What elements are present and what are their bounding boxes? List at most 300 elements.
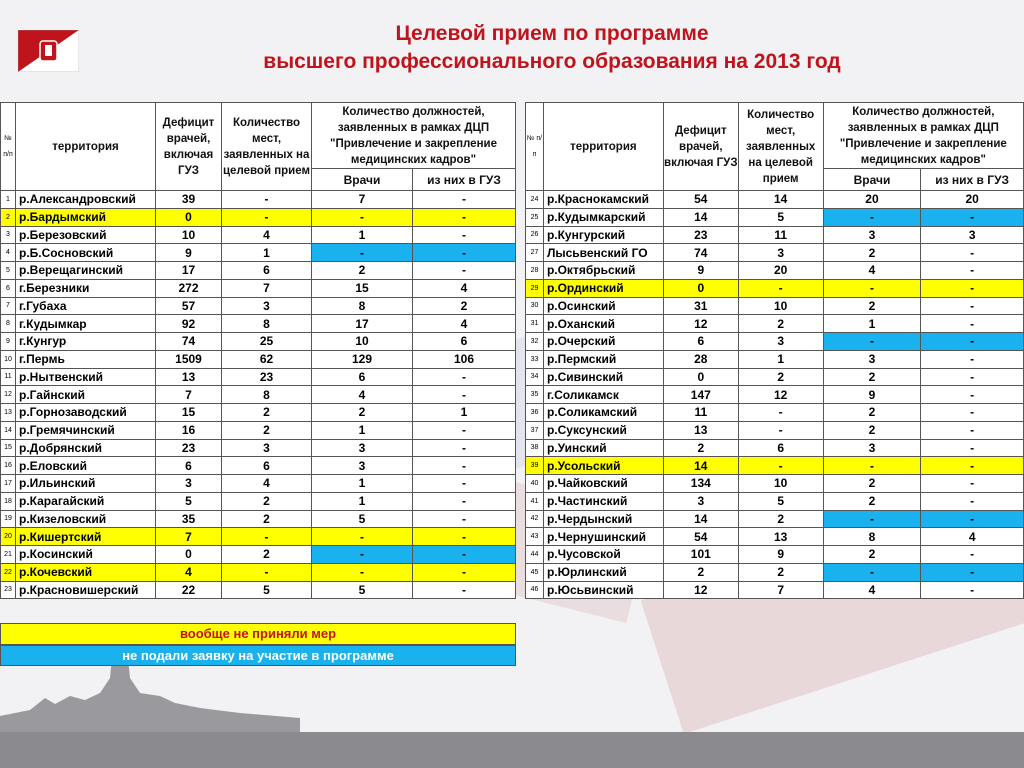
places-cell: - [222, 528, 312, 546]
right-table [525, 102, 1024, 599]
table-row [1, 457, 516, 475]
row-number: 1 [1, 191, 16, 209]
row-number: 35 [526, 386, 544, 404]
doctors-cell: 8 [823, 528, 921, 546]
right-table-body [526, 191, 1024, 599]
guz-cell: - [921, 510, 1024, 528]
deficit-cell: 12 [663, 581, 738, 599]
header-territory: территория [16, 103, 156, 191]
row-number: 28 [526, 262, 544, 280]
places-cell: 7 [738, 581, 823, 599]
deficit-cell: 22 [156, 581, 222, 599]
row-number: 9 [1, 333, 16, 351]
places-cell: 4 [222, 475, 312, 493]
guz-cell: - [921, 439, 1024, 457]
row-number: 26 [526, 226, 544, 244]
row-number: 3 [1, 226, 16, 244]
guz-cell: - [921, 386, 1024, 404]
left-table [0, 102, 516, 599]
guz-cell: - [413, 208, 516, 226]
deficit-cell: 23 [156, 439, 222, 457]
row-number: 12 [1, 386, 16, 404]
doctors-cell: 1 [312, 475, 413, 493]
territory-cell: р.Чайковский [543, 475, 663, 493]
deficit-cell: 272 [156, 279, 222, 297]
doctors-cell: 2 [823, 297, 921, 315]
header-num: № п/п [526, 103, 544, 191]
territory-cell: р.Пермский [543, 350, 663, 368]
table-row [526, 439, 1024, 457]
places-cell: - [222, 208, 312, 226]
guz-cell: - [921, 404, 1024, 422]
doctors-cell: 3 [823, 350, 921, 368]
territory-cell: р.Чусовской [543, 546, 663, 564]
places-cell: 11 [738, 226, 823, 244]
guz-cell: - [921, 297, 1024, 315]
places-cell: 25 [222, 333, 312, 351]
territory-cell: г.Губаха [16, 297, 156, 315]
territory-cell: р.Верещагинский [16, 262, 156, 280]
territory-cell: р.Юсьвинский [543, 581, 663, 599]
guz-cell: - [413, 510, 516, 528]
row-number: 29 [526, 279, 544, 297]
deficit-cell: 3 [663, 492, 738, 510]
row-number: 34 [526, 368, 544, 386]
territory-cell: р.Ординский [543, 279, 663, 297]
row-number: 23 [1, 581, 16, 599]
table-row [526, 457, 1024, 475]
doctors-cell: 2 [312, 262, 413, 280]
territory-cell: р.Кизеловский [16, 510, 156, 528]
places-cell: 2 [222, 510, 312, 528]
doctors-cell: 1 [312, 492, 413, 510]
row-number: 24 [526, 191, 544, 209]
territory-cell: г.Соликамск [543, 386, 663, 404]
title-line-1: Целевой прием по программе [395, 22, 709, 45]
guz-cell: 6 [413, 333, 516, 351]
territory-cell: р.Краснокамский [543, 191, 663, 209]
places-cell: 2 [222, 546, 312, 564]
places-cell: 2 [738, 368, 823, 386]
doctors-cell: 3 [312, 439, 413, 457]
row-number: 33 [526, 350, 544, 368]
guz-cell: - [921, 279, 1024, 297]
territory-cell: р.Александровский [16, 191, 156, 209]
row-number: 40 [526, 475, 544, 493]
table-row [1, 226, 516, 244]
guz-cell: - [921, 350, 1024, 368]
table-row [526, 386, 1024, 404]
deficit-cell: 15 [156, 404, 222, 422]
territory-cell: р.Косинский [16, 546, 156, 564]
doctors-cell: 4 [312, 386, 413, 404]
guz-cell: 106 [413, 350, 516, 368]
doctors-cell: - [823, 333, 921, 351]
row-number: 30 [526, 297, 544, 315]
row-number: 13 [1, 404, 16, 422]
guz-cell: - [921, 563, 1024, 581]
header-guz: из них в ГУЗ [413, 169, 516, 191]
row-number: 46 [526, 581, 544, 599]
deficit-cell: 0 [156, 208, 222, 226]
places-cell: - [222, 563, 312, 581]
deficit-cell: 16 [156, 421, 222, 439]
deficit-cell: 14 [663, 208, 738, 226]
territory-cell: г.Кудымкар [16, 315, 156, 333]
places-cell: 12 [738, 386, 823, 404]
deficit-cell: 54 [663, 528, 738, 546]
row-number: 10 [1, 350, 16, 368]
table-row [526, 315, 1024, 333]
table-row [1, 510, 516, 528]
doctors-cell: - [312, 208, 413, 226]
places-cell: - [222, 191, 312, 209]
row-number: 20 [1, 528, 16, 546]
row-number: 41 [526, 492, 544, 510]
places-cell: 5 [738, 208, 823, 226]
table-row [1, 404, 516, 422]
territory-cell: р.Соликамский [543, 404, 663, 422]
places-cell: 7 [222, 279, 312, 297]
doctors-cell: 17 [312, 315, 413, 333]
row-number: 45 [526, 563, 544, 581]
row-number: 43 [526, 528, 544, 546]
table-row [1, 333, 516, 351]
places-cell: - [738, 421, 823, 439]
table-row [526, 226, 1024, 244]
places-cell: - [738, 457, 823, 475]
places-cell: 2 [222, 421, 312, 439]
guz-cell: - [413, 581, 516, 599]
legend-no-application: не подали заявку на участие в программе [0, 645, 516, 666]
doctors-cell: 2 [312, 404, 413, 422]
guz-cell: 4 [413, 279, 516, 297]
doctors-cell: 3 [823, 439, 921, 457]
table-row [1, 386, 516, 404]
left-table-body [1, 191, 516, 599]
row-number: 25 [526, 208, 544, 226]
table-row [1, 581, 516, 599]
legend-no-measures: вообще не приняли мер [0, 623, 516, 645]
doctors-cell: 2 [823, 404, 921, 422]
guz-cell: - [921, 421, 1024, 439]
perm-krai-flag-icon [18, 30, 79, 72]
places-cell: 1 [222, 244, 312, 262]
guz-cell: - [413, 191, 516, 209]
table-row [526, 279, 1024, 297]
deficit-cell: 9 [663, 262, 738, 280]
territory-cell: р.Горнозаводский [16, 404, 156, 422]
territory-cell: р.Бардымский [16, 208, 156, 226]
table-row [526, 475, 1024, 493]
territory-cell: г.Березники [16, 279, 156, 297]
header-territory: территория [543, 103, 663, 191]
territory-cell: р.Ильинский [16, 475, 156, 493]
header-deficit: Дефицит врачей, включая ГУЗ [156, 103, 222, 191]
doctors-cell: - [312, 563, 413, 581]
doctors-cell: - [823, 279, 921, 297]
guz-cell: - [413, 563, 516, 581]
table-row [526, 510, 1024, 528]
places-cell: 10 [738, 475, 823, 493]
places-cell: 62 [222, 350, 312, 368]
deficit-cell: 12 [663, 315, 738, 333]
table-row [1, 439, 516, 457]
territory-cell: р.Очерский [543, 333, 663, 351]
header-doctors: Врачи [823, 169, 921, 191]
places-cell: 4 [222, 226, 312, 244]
title-line-2: высшего профессионального образования на 2013 год [263, 50, 841, 73]
territory-cell: р.Гайнский [16, 386, 156, 404]
doctors-cell: 2 [823, 421, 921, 439]
row-number: 44 [526, 546, 544, 564]
places-cell: 10 [738, 297, 823, 315]
territory-cell: р.Юрлинский [543, 563, 663, 581]
places-cell: 6 [738, 439, 823, 457]
table-row [1, 528, 516, 546]
deficit-cell: 6 [663, 333, 738, 351]
table-row [526, 563, 1024, 581]
table-row [1, 297, 516, 315]
guz-cell: 20 [921, 191, 1024, 209]
territory-cell: р.Еловский [16, 457, 156, 475]
territory-cell: р.Добрянский [16, 439, 156, 457]
deficit-cell: 17 [156, 262, 222, 280]
deficit-cell: 23 [663, 226, 738, 244]
places-cell: 14 [738, 191, 823, 209]
guz-cell: - [413, 421, 516, 439]
guz-cell: - [413, 546, 516, 564]
doctors-cell: 2 [823, 546, 921, 564]
territory-cell: г.Пермь [16, 350, 156, 368]
territory-cell: р.Кудымкарский [543, 208, 663, 226]
table-row [1, 279, 516, 297]
doctors-cell: 4 [823, 262, 921, 280]
row-number: 8 [1, 315, 16, 333]
guz-cell: - [921, 208, 1024, 226]
places-cell: 5 [738, 492, 823, 510]
doctors-cell: 15 [312, 279, 413, 297]
table-row [526, 333, 1024, 351]
header-num: № п/п [1, 103, 16, 191]
guz-cell: - [921, 475, 1024, 493]
table-row [526, 528, 1024, 546]
guz-cell: - [921, 315, 1024, 333]
table-row [526, 421, 1024, 439]
guz-cell: 4 [413, 315, 516, 333]
deficit-cell: 14 [663, 510, 738, 528]
doctors-cell: 5 [312, 581, 413, 599]
places-cell: 8 [222, 386, 312, 404]
doctors-cell: - [312, 244, 413, 262]
table-row [1, 315, 516, 333]
guz-cell: - [413, 368, 516, 386]
table-row [526, 546, 1024, 564]
deficit-cell: 5 [156, 492, 222, 510]
table-row [1, 244, 516, 262]
table-row [526, 492, 1024, 510]
deficit-cell: 35 [156, 510, 222, 528]
guz-cell: - [921, 492, 1024, 510]
header-positions: Количество должностей, заявленных в рамках ДЦП "Привлечение и закрепление медицинских кадров" [312, 103, 516, 169]
row-number: 21 [1, 546, 16, 564]
table-row [1, 563, 516, 581]
table-row [1, 208, 516, 226]
territory-cell: р.Б.Сосновский [16, 244, 156, 262]
doctors-cell: 1 [312, 226, 413, 244]
row-number: 38 [526, 439, 544, 457]
guz-cell: - [921, 262, 1024, 280]
table-row [526, 297, 1024, 315]
deficit-cell: 10 [156, 226, 222, 244]
deficit-cell: 13 [156, 368, 222, 386]
table-row [526, 581, 1024, 599]
row-number: 36 [526, 404, 544, 422]
guz-cell: - [413, 244, 516, 262]
guz-cell: - [921, 333, 1024, 351]
places-cell: 9 [738, 546, 823, 564]
doctors-cell: 20 [823, 191, 921, 209]
deficit-cell: 7 [156, 528, 222, 546]
guz-cell: 3 [921, 226, 1024, 244]
guz-cell: - [413, 386, 516, 404]
row-number: 16 [1, 457, 16, 475]
guz-cell: - [413, 226, 516, 244]
territory-cell: р.Чернушинский [543, 528, 663, 546]
header-places: Количество мест, заявленных на целевой прием [222, 103, 312, 191]
row-number: 22 [1, 563, 16, 581]
guz-cell: - [921, 581, 1024, 599]
table-row [1, 492, 516, 510]
guz-cell: - [413, 457, 516, 475]
row-number: 32 [526, 333, 544, 351]
territory-cell: р.Сивинский [543, 368, 663, 386]
territory-cell: р.Березовский [16, 226, 156, 244]
places-cell: 2 [222, 492, 312, 510]
table-row [526, 350, 1024, 368]
guz-cell: - [413, 492, 516, 510]
page-title [80, 20, 1024, 76]
deficit-cell: 0 [156, 546, 222, 564]
guz-cell: - [921, 368, 1024, 386]
deficit-cell: 3 [156, 475, 222, 493]
territory-cell: р.Частинский [543, 492, 663, 510]
guz-cell: - [413, 439, 516, 457]
row-number: 31 [526, 315, 544, 333]
header-places: Количество мест, заявленных на целевой прием [738, 103, 823, 191]
doctors-cell: 7 [312, 191, 413, 209]
places-cell: - [738, 404, 823, 422]
doctors-cell: 8 [312, 297, 413, 315]
places-cell: 8 [222, 315, 312, 333]
row-number: 5 [1, 262, 16, 280]
doctors-cell: - [823, 510, 921, 528]
doctors-cell: - [823, 457, 921, 475]
doctors-cell: 3 [823, 226, 921, 244]
doctors-cell: 2 [823, 475, 921, 493]
deficit-cell: 28 [663, 350, 738, 368]
deficit-cell: 31 [663, 297, 738, 315]
table-row [1, 262, 516, 280]
row-number: 42 [526, 510, 544, 528]
guz-cell: - [413, 528, 516, 546]
row-number: 17 [1, 475, 16, 493]
places-cell: 3 [738, 244, 823, 262]
territory-cell: р.Чердынский [543, 510, 663, 528]
territory-cell: р.Уинский [543, 439, 663, 457]
territory-cell: р.Гремячинский [16, 421, 156, 439]
territory-cell: р.Кочевский [16, 563, 156, 581]
table-row [526, 262, 1024, 280]
deficit-cell: 92 [156, 315, 222, 333]
deficit-cell: 13 [663, 421, 738, 439]
places-cell: 1 [738, 350, 823, 368]
header-doctors: Врачи [312, 169, 413, 191]
deficit-cell: 9 [156, 244, 222, 262]
row-number: 4 [1, 244, 16, 262]
doctors-cell: 5 [312, 510, 413, 528]
guz-cell: - [921, 546, 1024, 564]
places-cell: 6 [222, 457, 312, 475]
deficit-cell: 0 [663, 279, 738, 297]
row-number: 2 [1, 208, 16, 226]
table-row [1, 421, 516, 439]
places-cell: 2 [738, 510, 823, 528]
deficit-cell: 101 [663, 546, 738, 564]
doctors-cell: - [823, 563, 921, 581]
doctors-cell: 2 [823, 244, 921, 262]
guz-cell: - [921, 244, 1024, 262]
header-positions: Количество должностей, заявленных в рамках ДЦП "Привлечение и закрепление медицинских кадров" [823, 103, 1023, 169]
places-cell: 3 [222, 297, 312, 315]
row-number: 19 [1, 510, 16, 528]
places-cell: 2 [738, 315, 823, 333]
places-cell: 3 [738, 333, 823, 351]
places-cell: 2 [222, 404, 312, 422]
deficit-cell: 0 [663, 368, 738, 386]
doctors-cell: 2 [823, 368, 921, 386]
territory-cell: г.Кунгур [16, 333, 156, 351]
table-row [526, 404, 1024, 422]
doctors-cell: 3 [312, 457, 413, 475]
row-number: 27 [526, 244, 544, 262]
territory-cell: р.Октябрьский [543, 262, 663, 280]
table-row [1, 368, 516, 386]
doctors-cell: - [312, 546, 413, 564]
table-row [526, 191, 1024, 209]
territory-cell: р.Кунгурский [543, 226, 663, 244]
table-row [526, 208, 1024, 226]
header-deficit: Дефицит врачей, включая ГУЗ [663, 103, 738, 191]
places-cell: 6 [222, 262, 312, 280]
guz-cell: - [413, 262, 516, 280]
doctors-cell: 9 [823, 386, 921, 404]
guz-cell: - [921, 457, 1024, 475]
table-row [1, 475, 516, 493]
territory-cell: р.Суксунский [543, 421, 663, 439]
guz-cell: - [413, 475, 516, 493]
row-number: 6 [1, 279, 16, 297]
doctors-cell: - [312, 528, 413, 546]
deficit-cell: 2 [663, 563, 738, 581]
table-row [1, 350, 516, 368]
doctors-cell: - [823, 208, 921, 226]
places-cell: 2 [738, 563, 823, 581]
deficit-cell: 74 [663, 244, 738, 262]
deficit-cell: 39 [156, 191, 222, 209]
row-number: 7 [1, 297, 16, 315]
territory-cell: р.Оханский [543, 315, 663, 333]
